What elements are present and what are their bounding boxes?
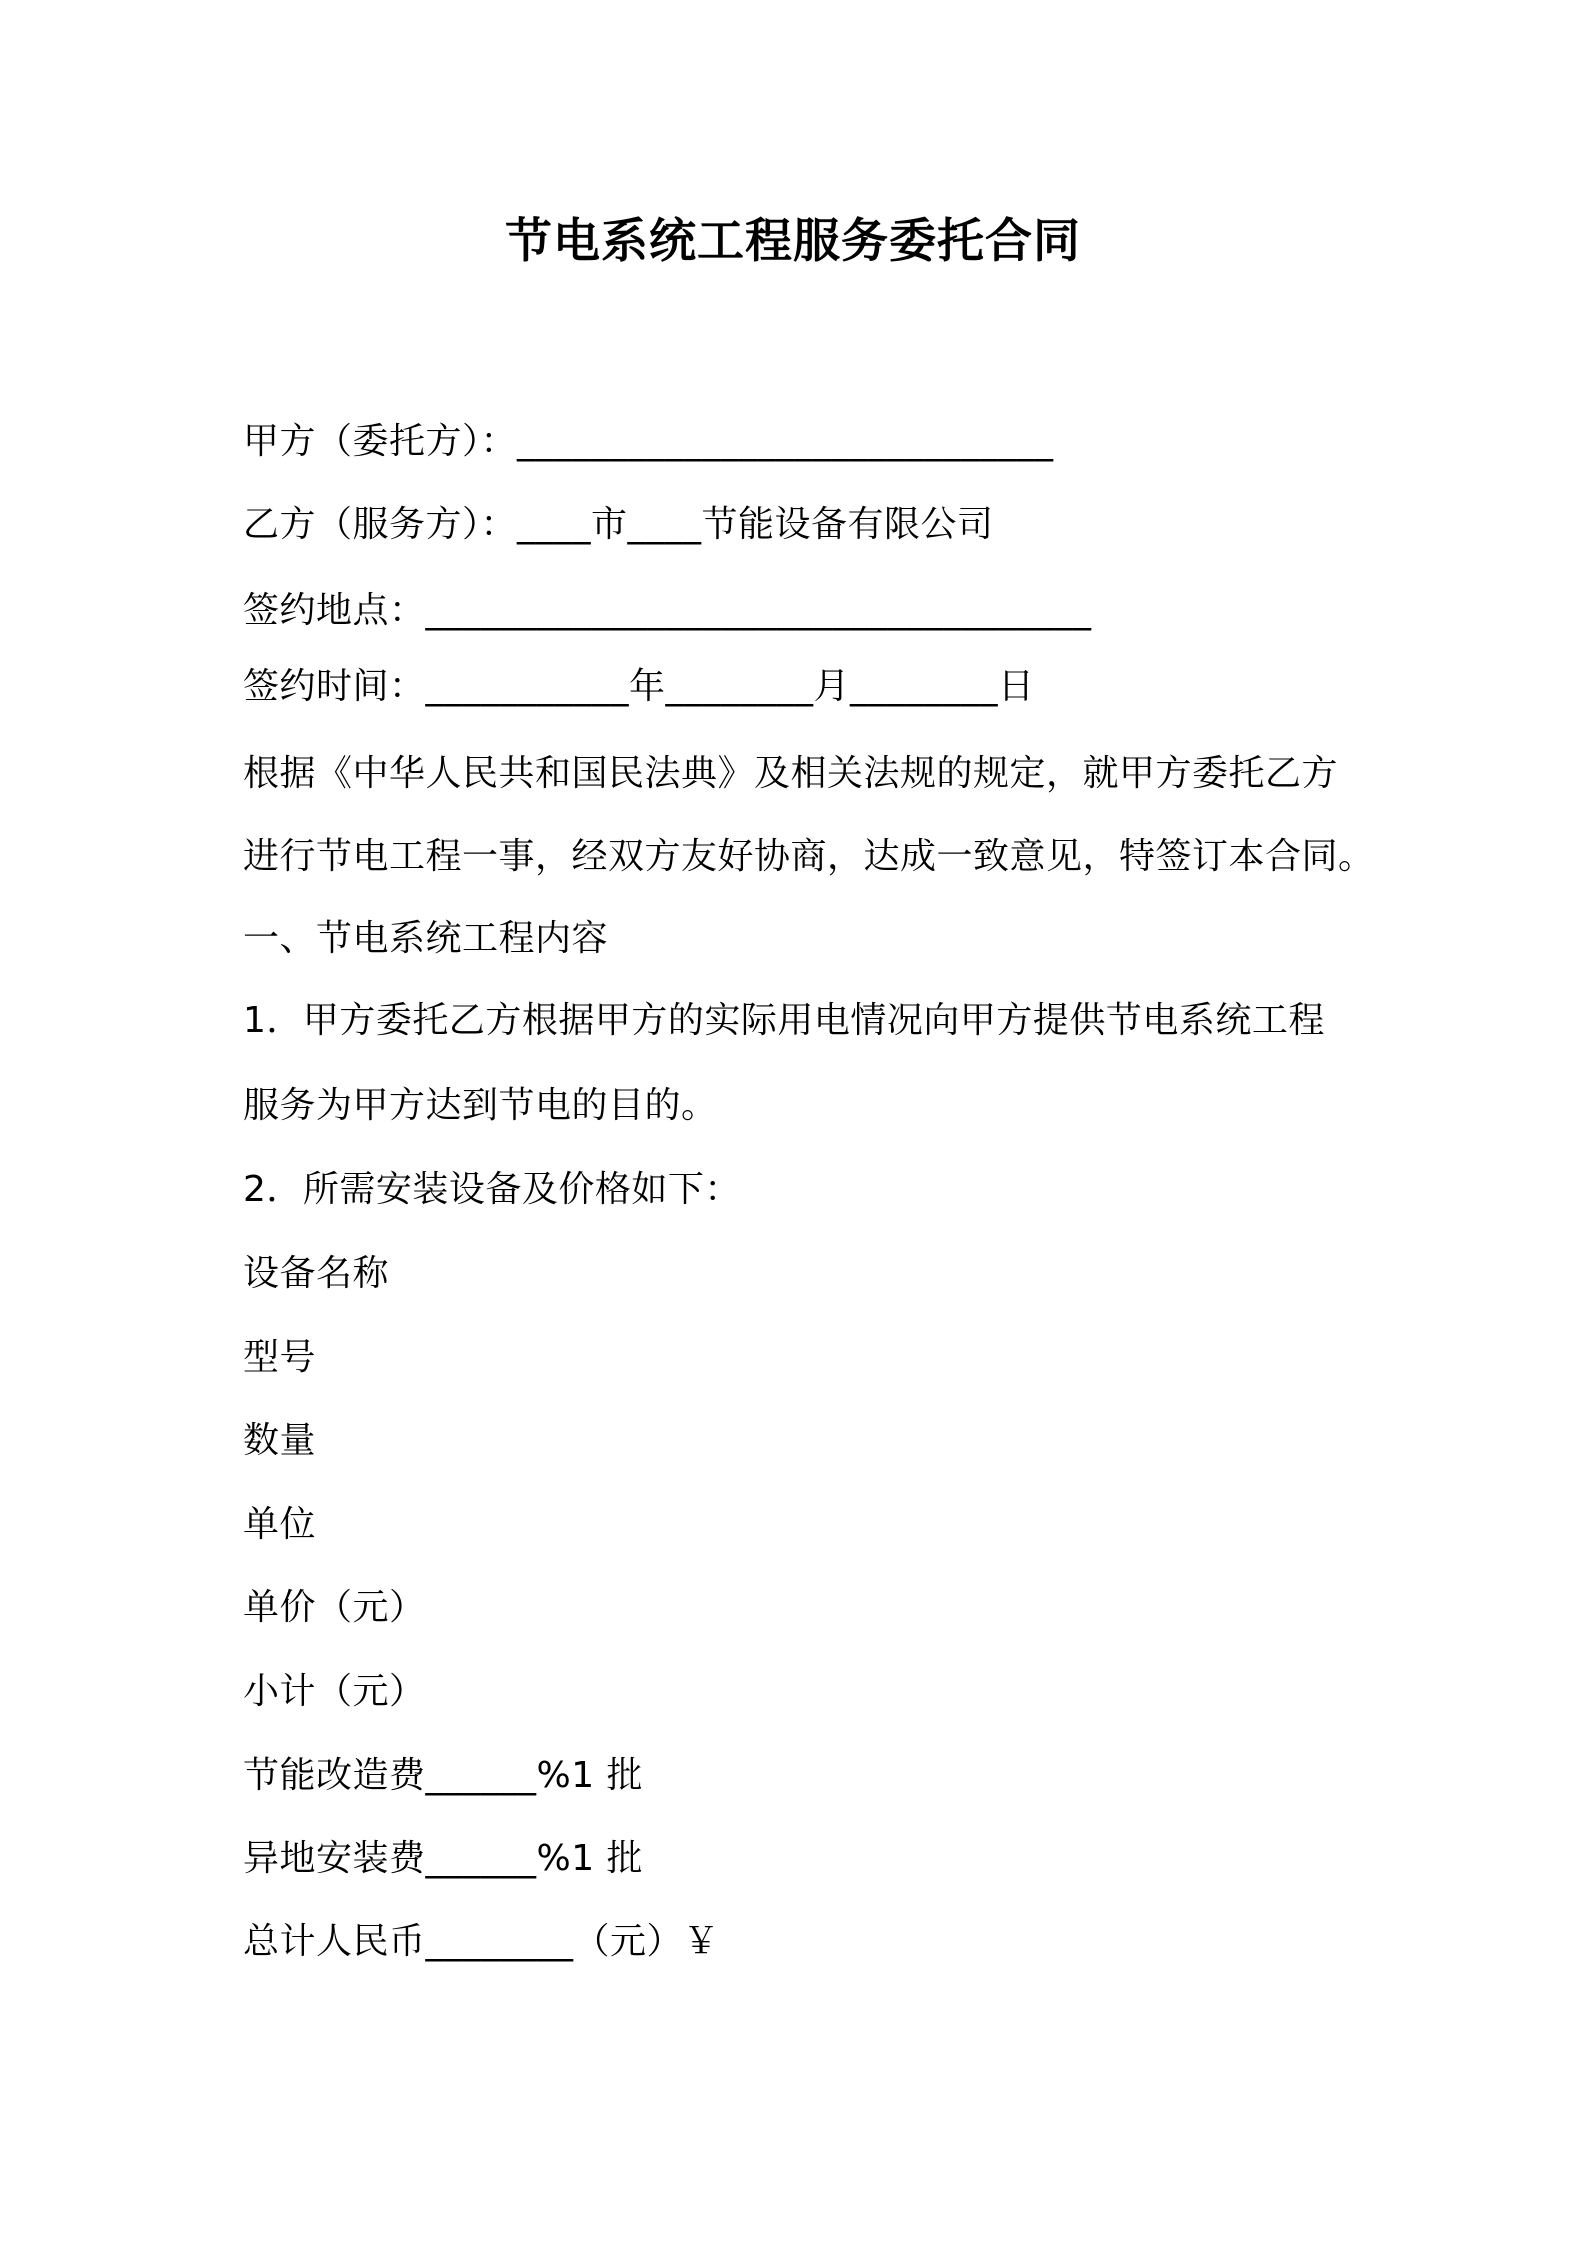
- preamble-line-1: 根据《中华人民共和国民法典》及相关法规的规定，就甲方委托乙方: [243, 753, 1339, 794]
- field-quantity: 数量: [243, 1420, 317, 1461]
- field-model: 型号: [243, 1337, 317, 1378]
- field-unit: 单位: [243, 1504, 317, 1545]
- clause-2-line: 2．所需安装设备及价格如下：: [243, 1169, 741, 1210]
- clause-1-line-2: 服务为甲方达到节电的目的。: [243, 1085, 718, 1126]
- signing-place-line: 签约地点：____________________________________: [243, 590, 1092, 631]
- section-heading-1: 一、节电系统工程内容: [243, 918, 609, 959]
- fee-retrofit-line: 节能改造费______%1 批: [243, 1755, 644, 1796]
- document-title: 节电系统工程服务委托合同: [505, 214, 1081, 269]
- total-rmb-line: 总计人民币________（元）￥: [243, 1921, 720, 1962]
- field-unit-price: 单价（元）: [243, 1587, 426, 1628]
- signing-date-line: 签约时间：___________年________月________日: [243, 666, 1035, 707]
- preamble-line-2: 进行节电工程一事，经双方友好协商，达成一致意见，特签订本合同。: [243, 836, 1375, 877]
- field-subtotal: 小计（元）: [243, 1671, 426, 1712]
- clause-1-line-1: 1．甲方委托乙方根据甲方的实际用电情况向甲方提供节电系统工程: [243, 1000, 1325, 1041]
- fee-remote-install-line: 异地安装费______%1 批: [243, 1838, 644, 1879]
- party-b-line: 乙方（服务方）：____市____节能设备有限公司: [243, 504, 994, 545]
- party-a-line: 甲方（委托方）：_____________________________: [243, 421, 1054, 462]
- field-equipment-name: 设备名称: [243, 1253, 390, 1294]
